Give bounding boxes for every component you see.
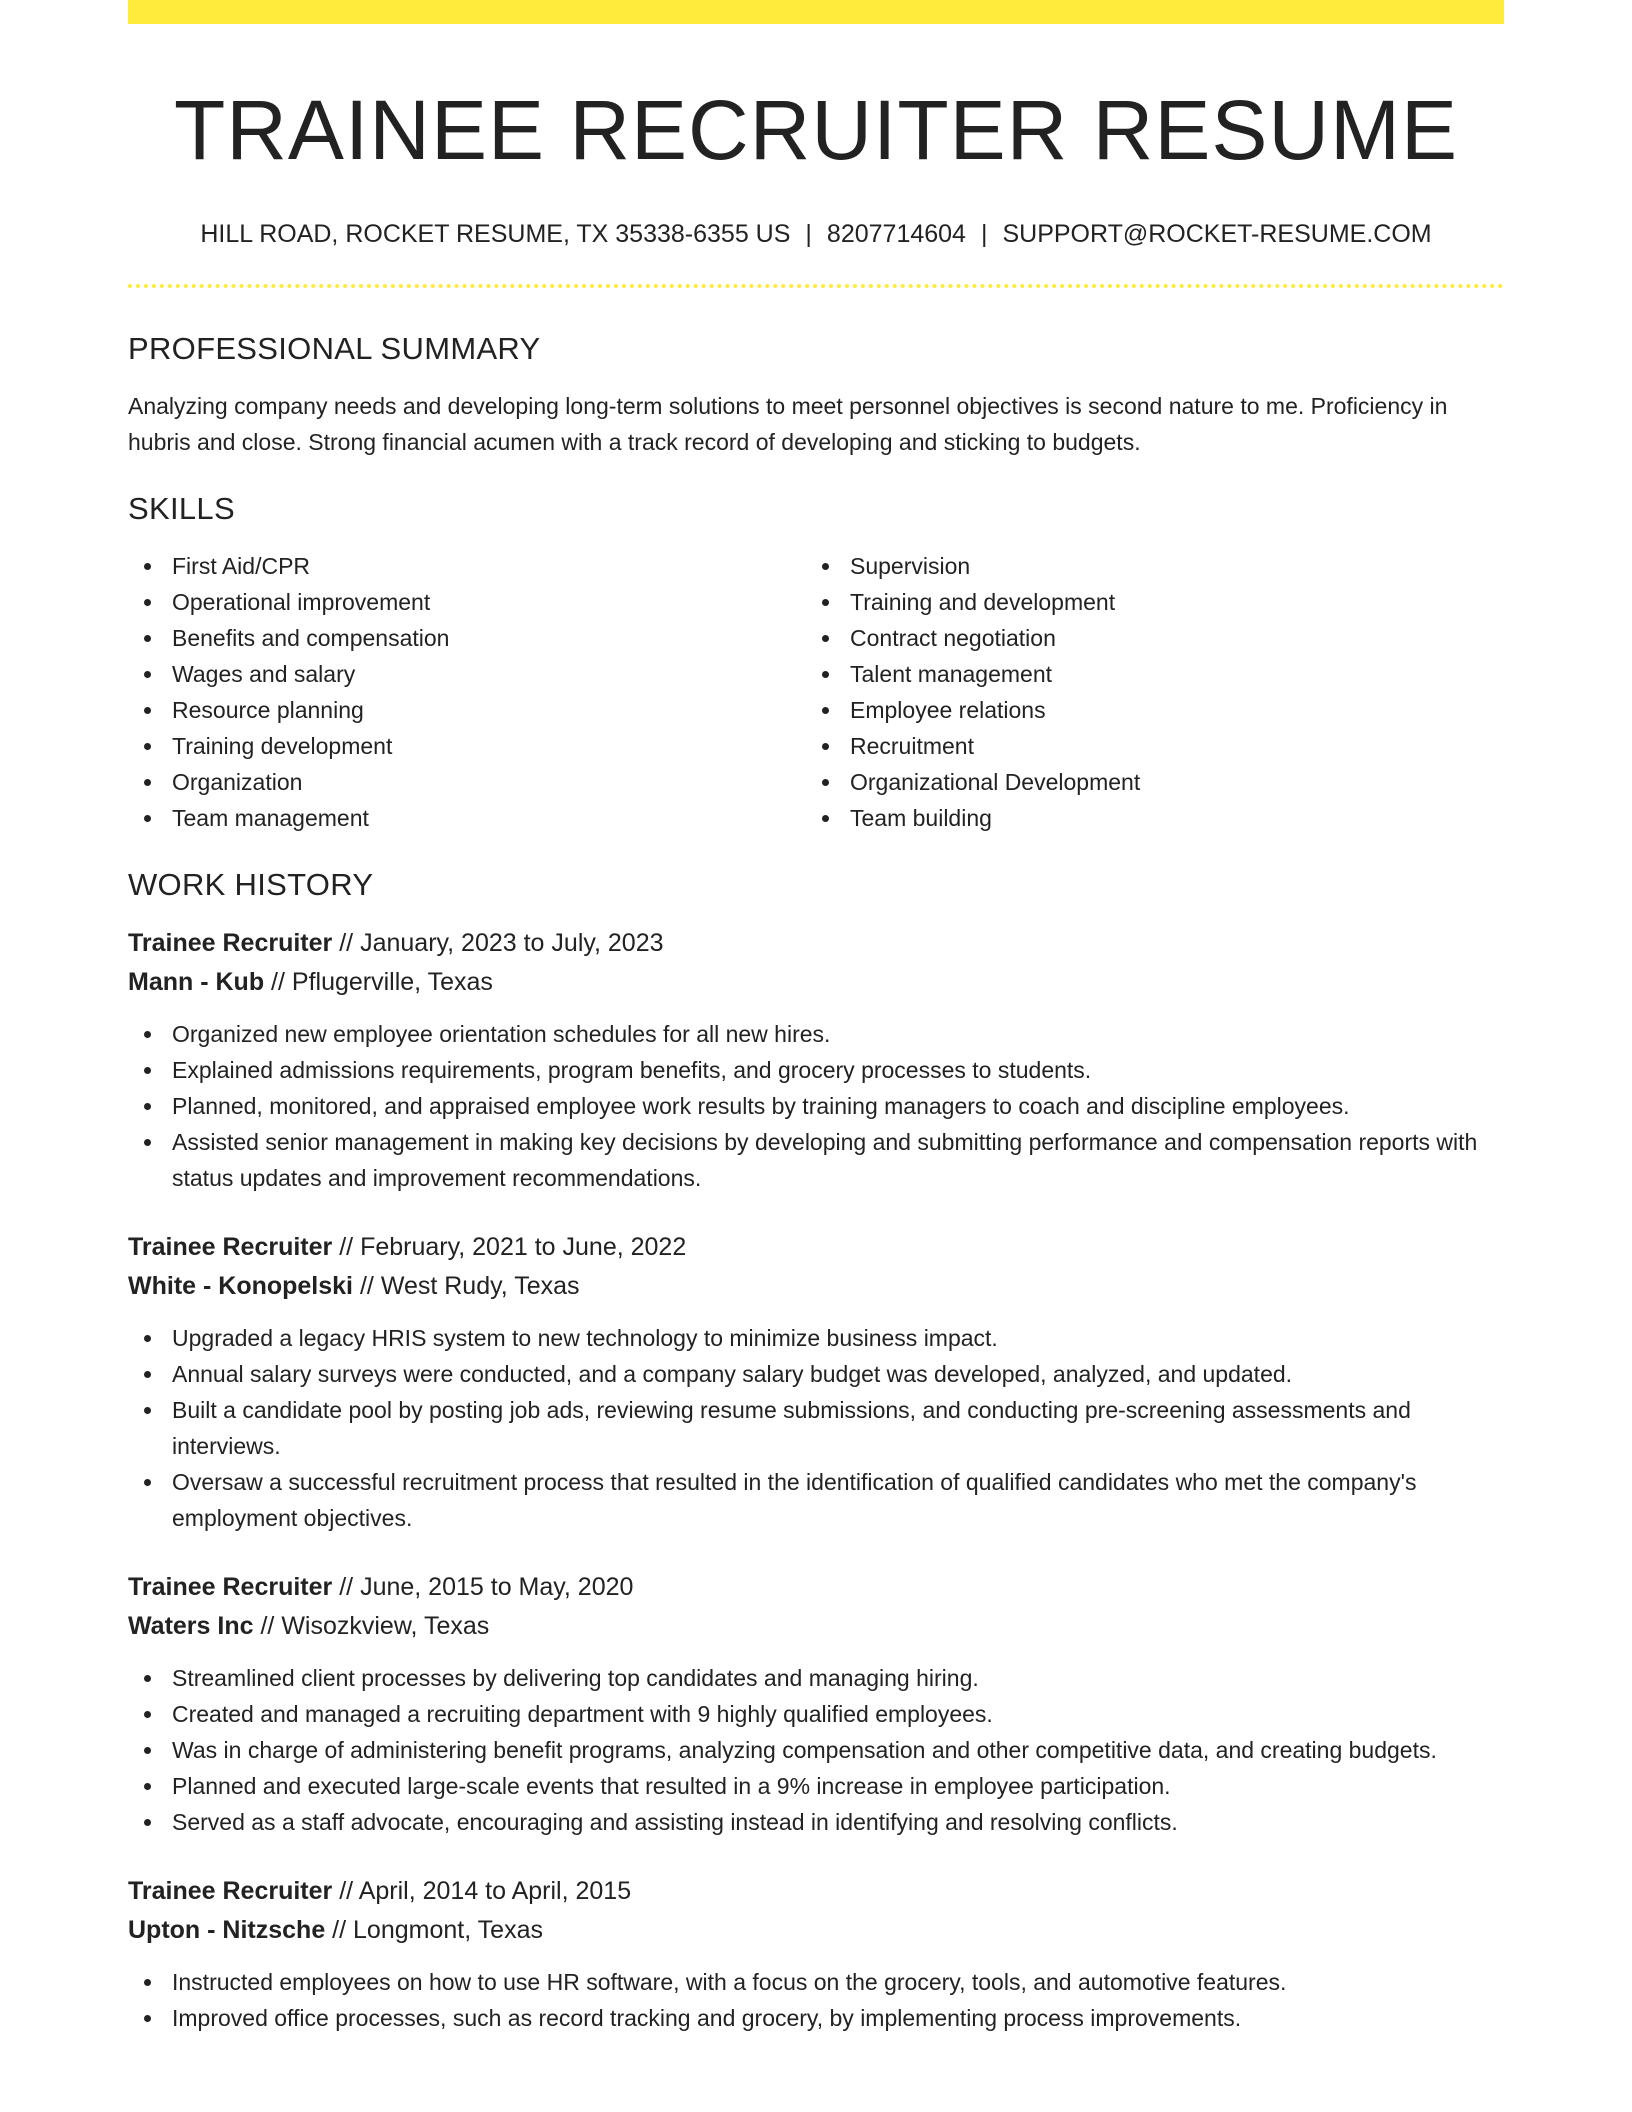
- job-divider: //: [359, 1272, 374, 1300]
- job-bullet: Oversaw a successful recruitment process that resulted in the identification of qualified candidates who met the company's employment objectives.: [128, 1464, 1504, 1536]
- job-company-line: [128, 963, 1504, 1002]
- job-entry: [128, 1568, 1504, 1840]
- contact-info: [128, 218, 1504, 250]
- job-location: Pflugerville, Texas: [291, 968, 493, 996]
- job-bullet: Built a candidate pool by posting job ads, reviewing resume submissions, and conducting pre-screening assessments and interviews.: [128, 1392, 1504, 1464]
- job-bullet: Organized new employee orientation schedules for all new hires.: [128, 1016, 1504, 1052]
- skill-item: Organization: [128, 764, 806, 800]
- job-title: Trainee Recruiter: [128, 1573, 333, 1601]
- skill-item: Recruitment: [806, 728, 1504, 764]
- job-company-line: [128, 1911, 1504, 1950]
- skill-item: Training development: [128, 728, 806, 764]
- skill-item: Operational improvement: [128, 584, 806, 620]
- skill-item: Supervision: [806, 548, 1504, 584]
- job-bullet: Upgraded a legacy HRIS system to new technology to minimize business impact.: [128, 1320, 1504, 1356]
- job-bullet: Instructed employees on how to use HR software, with a focus on the grocery, tools, and automotive features.: [128, 1964, 1504, 2000]
- job-dates: January, 2023 to July, 2023: [360, 929, 664, 957]
- contact-separator: |: [805, 220, 812, 248]
- skills-column-left: [128, 548, 806, 836]
- skill-item: Wages and salary: [128, 656, 806, 692]
- skill-item: Resource planning: [128, 692, 806, 728]
- job-bullet: Streamlined client processes by delivering top candidates and managing hiring.: [128, 1660, 1504, 1696]
- skill-item: Contract negotiation: [806, 620, 1504, 656]
- job-company-line: [128, 1607, 1504, 1646]
- skill-item: Employee relations: [806, 692, 1504, 728]
- job-location: Longmont, Texas: [353, 1916, 543, 1944]
- skill-item: Benefits and compensation: [128, 620, 806, 656]
- contact-phone: 8207714604: [826, 220, 966, 248]
- resume-content: [128, 24, 1504, 2036]
- job-bullet: Was in charge of administering benefit programs, analyzing compensation and other competitive data, and creating budgets.: [128, 1732, 1504, 1768]
- job-bullet: Explained admissions requirements, program benefits, and grocery processes to students.: [128, 1052, 1504, 1088]
- job-divider: //: [339, 929, 354, 957]
- job-company: Mann - Kub: [128, 968, 265, 996]
- job-company-line: [128, 1267, 1504, 1306]
- job-bullet: Served as a staff advocate, encouraging and assisting instead in identifying and resolving conflicts.: [128, 1804, 1504, 1840]
- job-title-line: [128, 1568, 1504, 1607]
- job-entry: [128, 924, 1504, 1196]
- job-bullets: [128, 1320, 1504, 1536]
- skill-item: Team management: [128, 800, 806, 836]
- skill-item: Organizational Development: [806, 764, 1504, 800]
- job-bullet: Annual salary surveys were conducted, and a company salary budget was developed, analyzed, and updated.: [128, 1356, 1504, 1392]
- job-company: Waters Inc: [128, 1612, 254, 1640]
- job-title-line: [128, 1872, 1504, 1911]
- job-bullet: Created and managed a recruiting department with 9 highly qualified employees.: [128, 1696, 1504, 1732]
- skill-item: Team building: [806, 800, 1504, 836]
- resume-title: TRAINEE RECRUITER RESUME: [173, 83, 1459, 177]
- job-entry: [128, 1228, 1504, 1536]
- job-company: Upton - Nitzsche: [128, 1916, 326, 1944]
- contact-email: SUPPORT@ROCKET-RESUME.COM: [1002, 220, 1432, 248]
- job-divider: //: [271, 968, 285, 996]
- accent-bar: [128, 0, 1504, 24]
- contact-separator: |: [980, 220, 988, 248]
- skills-grid: [128, 548, 1504, 836]
- job-dates: April, 2014 to April, 2015: [358, 1877, 632, 1905]
- job-title-line: [128, 1228, 1504, 1267]
- job-bullet: Planned and executed large-scale events that resulted in a 9% increase in employee participation.: [128, 1768, 1504, 1804]
- job-dates: June, 2015 to May, 2020: [360, 1573, 634, 1601]
- job-divider: //: [339, 1573, 354, 1601]
- job-bullets: [128, 1016, 1504, 1196]
- skill-item: Talent management: [806, 656, 1504, 692]
- job-divider: //: [332, 1916, 347, 1944]
- skill-item: Training and development: [806, 584, 1504, 620]
- job-bullet: Improved office processes, such as record tracking and grocery, by implementing process improvements.: [128, 2000, 1504, 2036]
- job-title: Trainee Recruiter: [128, 1877, 333, 1905]
- job-bullets: [128, 1964, 1504, 2036]
- contact-address: HILL ROAD, ROCKET RESUME, TX 35338-6355 US: [200, 220, 791, 248]
- work-history-heading: WORK HISTORY: [128, 867, 374, 902]
- job-bullets: [128, 1660, 1504, 1840]
- summary-text: Analyzing company needs and developing long-term solutions to meet personnel objectives is second nature to me. Proficiency in hubris and close. Strong financial acumen with a track record of developing and sticking to budgets.: [128, 393, 1448, 455]
- job-title-line: [128, 924, 1504, 963]
- skill-item: First Aid/CPR: [128, 548, 806, 584]
- job-title: Trainee Recruiter: [128, 929, 333, 957]
- job-location: West Rudy, Texas: [380, 1272, 580, 1300]
- job-company: White - Konopelski: [128, 1272, 353, 1300]
- job-divider: //: [339, 1877, 354, 1905]
- header-divider: [128, 284, 1504, 288]
- job-bullet: Planned, monitored, and appraised employee work results by training managers to coach and discipline employees.: [128, 1088, 1504, 1124]
- summary-heading: PROFESSIONAL SUMMARY: [128, 331, 541, 366]
- job-title: Trainee Recruiter: [128, 1233, 333, 1261]
- skills-heading: SKILLS: [128, 491, 235, 526]
- job-location: Wisozkview, Texas: [281, 1612, 490, 1640]
- job-bullet: Assisted senior management in making key decisions by developing and submitting performance and compensation reports with status updates and improvement recommendations.: [128, 1124, 1504, 1196]
- job-divider: //: [260, 1612, 275, 1640]
- job-dates: February, 2021 to June, 2022: [360, 1233, 687, 1261]
- job-divider: //: [339, 1233, 354, 1261]
- job-entry: [128, 1872, 1504, 2036]
- skills-column-right: [806, 548, 1504, 836]
